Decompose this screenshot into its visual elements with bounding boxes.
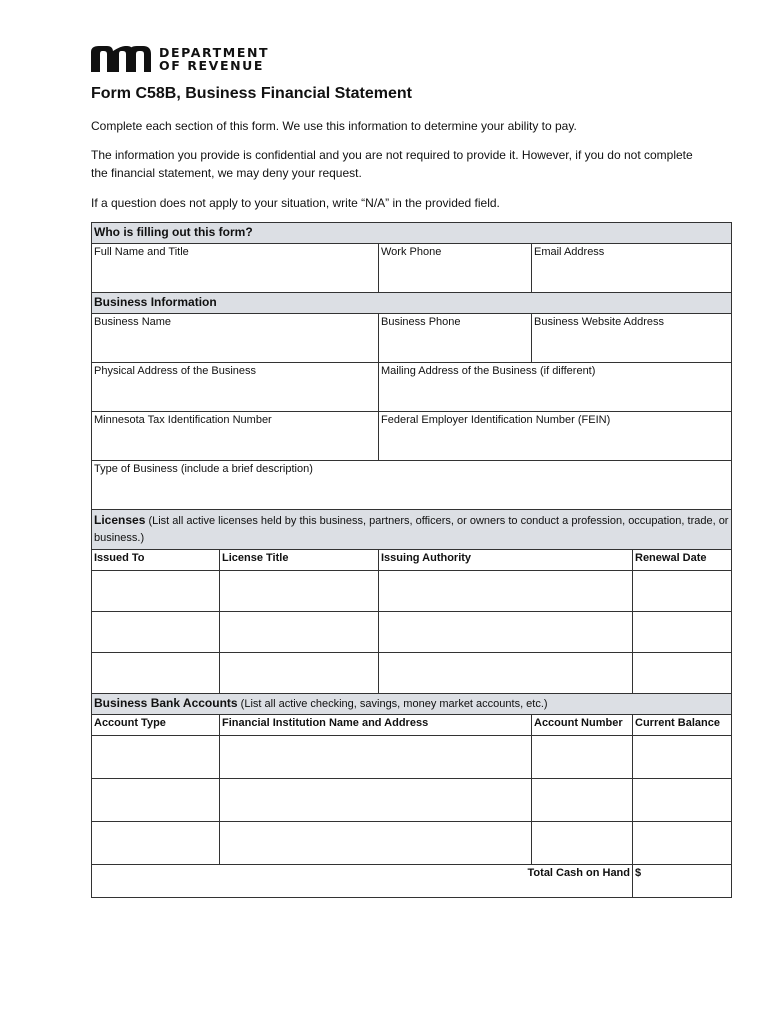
total-cash-label: Total Cash on Hand	[92, 865, 633, 898]
license-renewal-cell[interactable]	[633, 571, 732, 612]
license-row	[92, 612, 732, 653]
bank-account-type-cell[interactable]	[92, 822, 220, 865]
bank-account-number-cell[interactable]	[532, 736, 633, 779]
logo-line-1: DEPARTMENT	[159, 45, 270, 60]
license-title-cell[interactable]	[220, 653, 379, 694]
bank-col-institution: Financial Institution Name and Address	[220, 715, 532, 736]
bank-institution-cell[interactable]	[220, 779, 532, 822]
bank-row	[92, 779, 732, 822]
bank-account-type-cell[interactable]	[92, 736, 220, 779]
business-type-field[interactable]	[92, 461, 732, 510]
bank-row	[92, 736, 732, 779]
intro-paragraph-3: If a question does not apply to your situation, write “N/A” in the provided field.	[91, 196, 500, 210]
license-renewal-cell[interactable]	[633, 653, 732, 694]
total-cash-currency: $	[635, 867, 642, 879]
business-website-label: Business Website Address	[534, 316, 665, 328]
bank-account-type-cell[interactable]	[92, 779, 220, 822]
email-field[interactable]	[532, 244, 732, 293]
total-cash-field[interactable]	[633, 865, 732, 898]
mailing-address-field[interactable]	[379, 363, 732, 412]
business-name-field[interactable]	[92, 314, 379, 363]
business-website-field[interactable]	[532, 314, 732, 363]
business-type-label: Type of Business (include a brief description)	[94, 463, 313, 475]
department-name	[159, 46, 269, 72]
fein-field[interactable]	[379, 412, 732, 461]
business-section-heading: Business Information	[92, 293, 732, 314]
business-phone-label: Business Phone	[381, 316, 461, 328]
licenses-note: (List all active licenses held by this business, partners, officers, or owners to conduct a profession, occupation, trade, or business.)	[94, 515, 729, 544]
license-row	[92, 653, 732, 694]
mn-tax-id-field[interactable]	[92, 412, 379, 461]
fein-label: Federal Employer Identification Number (FEIN)	[381, 414, 611, 426]
bank-col-balance: Current Balance	[633, 715, 732, 736]
bank-balance-cell[interactable]	[633, 736, 732, 779]
full-name-field[interactable]	[92, 244, 379, 293]
work-phone-label: Work Phone	[381, 246, 442, 258]
license-col-issued-to: Issued To	[92, 550, 220, 571]
license-row	[92, 571, 732, 612]
physical-address-field[interactable]	[92, 363, 379, 412]
form-title: Form C58B, Business Financial Statement	[91, 85, 412, 102]
intro-paragraph-2: The information you provide is confidential and you are not required to provide it. However, if you do not complete the financial statement, we may deny your request.	[91, 148, 693, 180]
license-renewal-cell[interactable]	[633, 612, 732, 653]
license-issued-to-cell[interactable]	[92, 612, 220, 653]
intro-paragraph-1: Complete each section of this form. We use this information to determine your ability to pay.	[91, 119, 577, 133]
financial-statement-table	[91, 222, 732, 898]
bank-col-account-type: Account Type	[92, 715, 220, 736]
license-col-title: License Title	[220, 550, 379, 571]
licenses-section-heading	[92, 510, 732, 550]
bank-account-number-cell[interactable]	[532, 779, 633, 822]
bank-balance-cell[interactable]	[633, 779, 732, 822]
work-phone-field[interactable]	[379, 244, 532, 293]
logo-line-2: OF REVENUE	[159, 58, 265, 73]
license-issued-to-cell[interactable]	[92, 571, 220, 612]
bank-section-heading	[92, 694, 732, 715]
bank-col-account-number: Account Number	[532, 715, 633, 736]
bank-row	[92, 822, 732, 865]
mailing-address-label: Mailing Address of the Business (if different)	[381, 365, 596, 377]
bank-account-number-cell[interactable]	[532, 822, 633, 865]
mn-logo-icon	[91, 46, 151, 72]
mn-revenue-logo	[91, 44, 269, 74]
license-col-renewal: Renewal Date	[633, 550, 732, 571]
license-authority-cell[interactable]	[379, 612, 633, 653]
mn-tax-id-label: Minnesota Tax Identification Number	[94, 414, 272, 426]
licenses-heading: Licenses	[94, 513, 146, 527]
bank-note: (List all active checking, savings, money market accounts, etc.)	[240, 698, 548, 710]
bank-balance-cell[interactable]	[633, 822, 732, 865]
full-name-label: Full Name and Title	[94, 246, 189, 258]
license-issued-to-cell[interactable]	[92, 653, 220, 694]
bank-institution-cell[interactable]	[220, 822, 532, 865]
license-title-cell[interactable]	[220, 571, 379, 612]
bank-institution-cell[interactable]	[220, 736, 532, 779]
license-authority-cell[interactable]	[379, 571, 633, 612]
license-title-cell[interactable]	[220, 612, 379, 653]
business-phone-field[interactable]	[379, 314, 532, 363]
email-label: Email Address	[534, 246, 605, 258]
business-name-label: Business Name	[94, 316, 172, 328]
license-col-authority: Issuing Authority	[379, 550, 633, 571]
bank-heading: Business Bank Accounts	[94, 696, 238, 710]
physical-address-label: Physical Address of the Business	[94, 365, 257, 377]
who-section-heading: Who is filling out this form?	[92, 223, 732, 244]
license-authority-cell[interactable]	[379, 653, 633, 694]
